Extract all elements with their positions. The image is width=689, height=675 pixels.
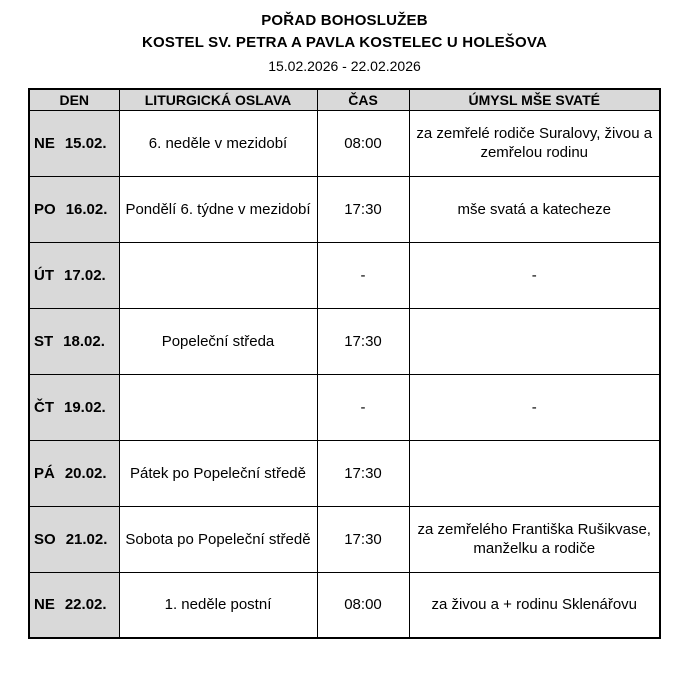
day-date: 20.02.: [64, 464, 107, 482]
page-header: [0, 10, 689, 76]
celebration-cell: [119, 242, 317, 308]
table-row: [29, 506, 660, 572]
time-cell: -: [317, 374, 409, 440]
header-cas: ČAS: [317, 89, 409, 111]
intention-cell: [409, 308, 660, 374]
day-date: 22.02.: [64, 596, 107, 614]
day-abbr: ČT: [34, 398, 54, 416]
header-liturgicka-oslava: LITURGICKÁ OSLAVA: [119, 89, 317, 111]
day-abbr: PO: [34, 200, 56, 218]
time-cell: 08:00: [317, 572, 409, 638]
day-cell: [29, 506, 119, 572]
intention-cell: [409, 440, 660, 506]
date-range: 15.02.2026 - 22.02.2026: [268, 57, 421, 74]
celebration-cell: Popeleční středa: [119, 308, 317, 374]
time-cell: 17:30: [317, 176, 409, 242]
intention-cell: -: [409, 374, 660, 440]
celebration-cell: Pátek po Popeleční středě: [119, 440, 317, 506]
day-abbr: NE: [34, 134, 55, 152]
header-umysl: ÚMYSL MŠE SVATÉ: [409, 89, 660, 111]
table-row: [29, 572, 660, 638]
intention-cell: za zemřelé rodiče Suralovy, živou a zemřelou rodinu: [409, 110, 660, 176]
day-date: 18.02.: [63, 332, 105, 350]
page-subtitle: KOSTEL SV. PETRA A PAVLA KOSTELEC U HOLEŠOVA: [142, 33, 547, 51]
day-date: 16.02.: [65, 200, 108, 218]
day-cell: [29, 308, 119, 374]
table-row: [29, 374, 660, 440]
day-cell: [29, 242, 119, 308]
schedule-table: [28, 88, 661, 640]
intention-cell: mše svatá a katecheze: [409, 176, 660, 242]
table-row: [29, 176, 660, 242]
day-cell: [29, 572, 119, 638]
day-date: 21.02.: [65, 530, 108, 548]
header-den: DEN: [29, 89, 119, 111]
celebration-cell: [119, 374, 317, 440]
day-cell: [29, 374, 119, 440]
time-cell: 08:00: [317, 110, 409, 176]
table-header-row: [29, 89, 660, 111]
day-abbr: SO: [34, 530, 56, 548]
day-abbr: ST: [34, 332, 54, 350]
day-abbr: PÁ: [34, 464, 55, 482]
day-cell: [29, 176, 119, 242]
intention-cell: za zemřelého Františka Rušikvase, manželku a rodiče: [409, 506, 660, 572]
celebration-cell: 6. neděle v mezidobí: [119, 110, 317, 176]
table-row: [29, 110, 660, 176]
time-cell: 17:30: [317, 440, 409, 506]
intention-cell: za živou a + rodinu Sklenářovu: [409, 572, 660, 638]
time-cell: 17:30: [317, 506, 409, 572]
time-cell: -: [317, 242, 409, 308]
day-abbr: NE: [34, 596, 55, 614]
day-abbr: ÚT: [34, 266, 54, 284]
celebration-cell: 1. neděle postní: [119, 572, 317, 638]
celebration-cell: Sobota po Popeleční středě: [119, 506, 317, 572]
table-row: [29, 440, 660, 506]
page-title: POŘAD BOHOSLUŽEB: [261, 12, 428, 29]
day-date: 17.02.: [64, 266, 106, 284]
day-cell: [29, 110, 119, 176]
time-cell: 17:30: [317, 308, 409, 374]
intention-cell: -: [409, 242, 660, 308]
celebration-cell: Pondělí 6. týdne v mezidobí: [119, 176, 317, 242]
table-row: [29, 308, 660, 374]
table-row: [29, 242, 660, 308]
day-date: 19.02.: [64, 398, 106, 416]
day-cell: [29, 440, 119, 506]
day-date: 15.02.: [64, 134, 107, 152]
